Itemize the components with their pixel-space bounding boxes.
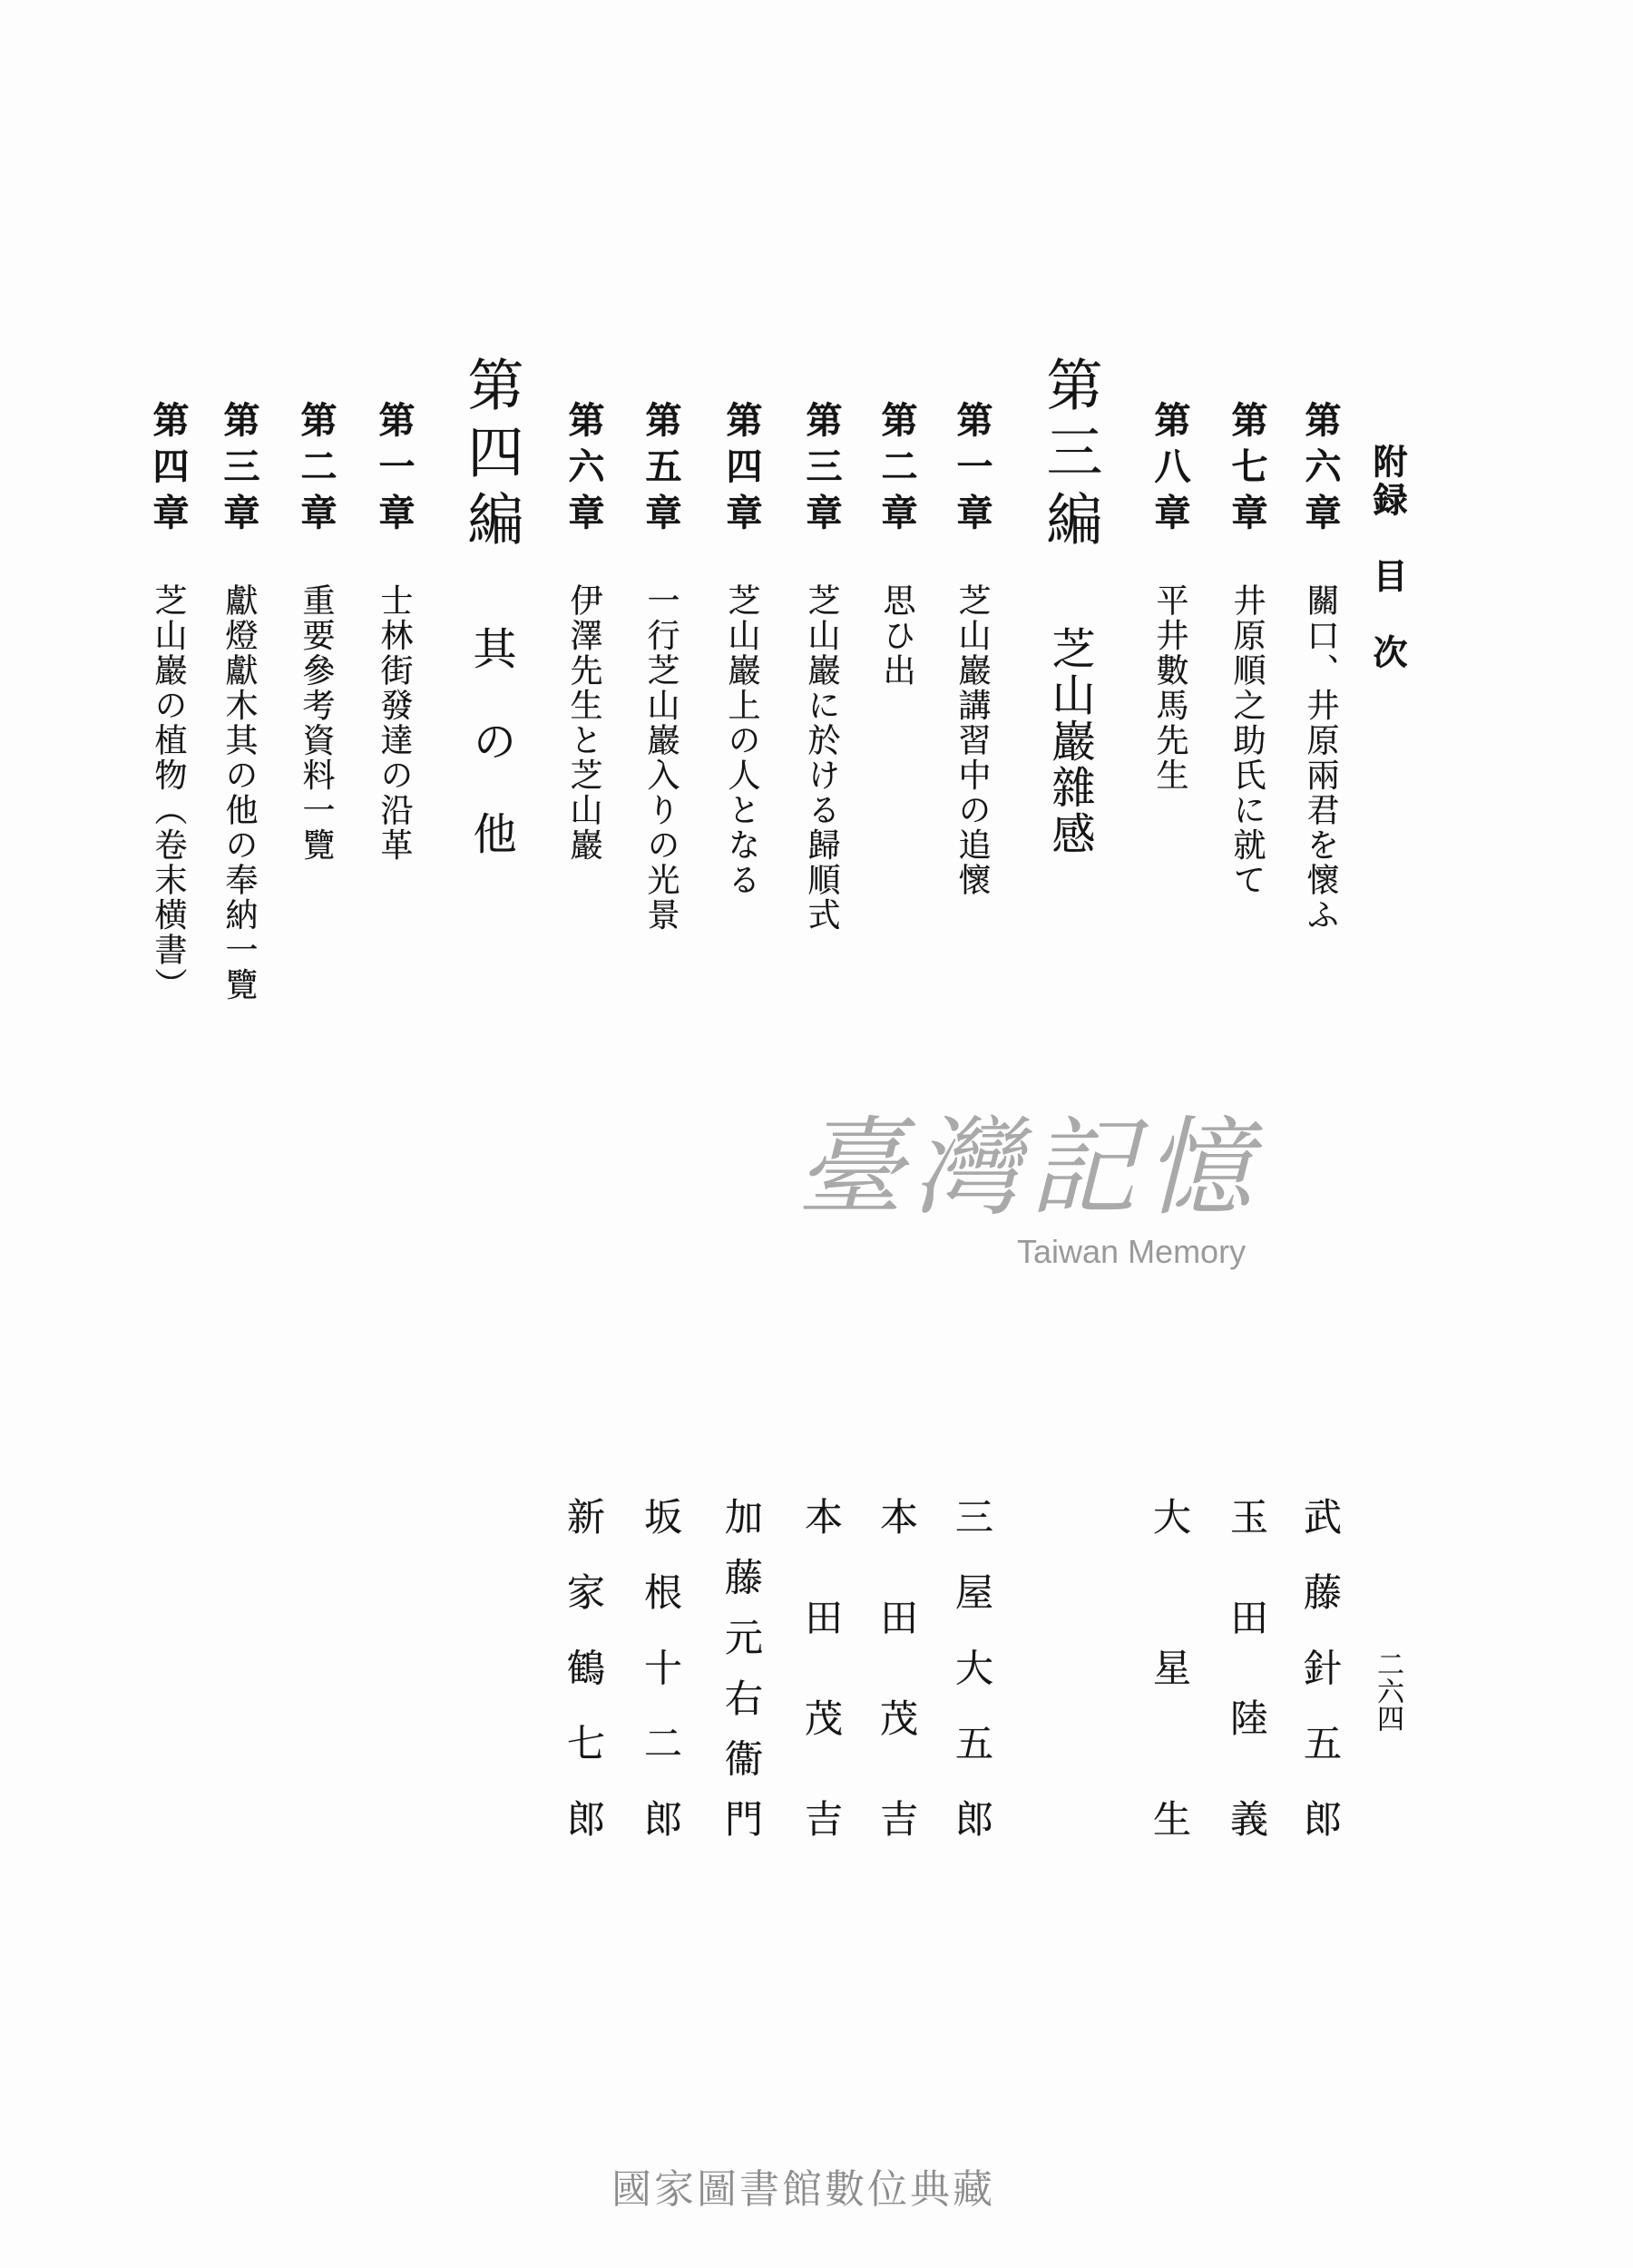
taiwan-memory-watermark: 臺灣記憶	[797, 1105, 1262, 1230]
chapter-author: 坂根十二郎	[639, 1497, 683, 1837]
toc-heading: 附録 目 次	[1367, 444, 1408, 672]
chapter-author: 本田茂吉	[799, 1497, 844, 1837]
chapter-label: 第一章	[373, 401, 416, 530]
chapter-author: 本田茂吉	[875, 1497, 919, 1837]
chapter-label: 第五章	[640, 401, 682, 530]
chapter-label: 第三章	[800, 401, 843, 530]
chapter-title: 一行芝山巖入りの光景	[642, 583, 680, 933]
part-label: 第三編	[1037, 356, 1103, 546]
chapter-label: 第二章	[875, 401, 918, 530]
chapter-title: 思ひ出	[878, 583, 915, 689]
part-title: 其の他	[465, 626, 516, 855]
chapter-author: 加藤元右衞門	[719, 1497, 764, 1837]
chapter-title: 獻燈獻木其の他の奉納一覽	[220, 583, 258, 1002]
chapter-label: 第六章	[562, 401, 605, 530]
chapter-label: 第一章	[951, 401, 993, 530]
chapter-title: 芝山巖の植物（卷末横書）	[150, 583, 187, 1002]
chapter-author: 武藤針五郎	[1298, 1497, 1343, 1837]
taiwan-memory-watermark-subtext: Taiwan Memory	[1017, 1233, 1247, 1270]
chapter-title: 士林街發達の沿革	[376, 583, 413, 863]
chapter-label: 第七章	[1226, 401, 1268, 530]
chapter-label: 第二章	[295, 401, 337, 530]
chapter-author: 大星生	[1148, 1497, 1192, 1837]
library-collection-footer: 國家圖書館數位典藏	[611, 2166, 995, 2213]
chapter-author: 三屋大五郎	[950, 1497, 994, 1837]
chapter-author: 新家鶴七郎	[562, 1497, 606, 1837]
chapter-title: 芝山巖上の人となる	[723, 583, 760, 898]
chapter-title: 芝山巖講習中の追懷	[953, 583, 991, 898]
chapter-label: 第四章	[147, 401, 190, 530]
chapter-label: 第三章	[218, 401, 260, 530]
chapter-title: 重要參考資料一覽	[298, 583, 335, 863]
chapter-title: 井原順之助氏に就て	[1228, 583, 1266, 898]
part-label: 第四編	[458, 356, 524, 546]
chapter-title: 平井數馬先生	[1151, 583, 1188, 793]
chapter-label: 第八章	[1149, 401, 1191, 530]
chapter-title: 關口、井原兩君を懷ふ	[1302, 583, 1339, 933]
chapter-label: 第四章	[720, 401, 763, 530]
chapter-label: 第六章	[1299, 401, 1342, 530]
chapter-title: 伊澤先生と芝山巖	[565, 583, 602, 863]
page-number: 二六四	[1372, 1650, 1403, 1732]
part-title: 芝山巖雜感	[1044, 626, 1095, 855]
chapter-author: 玉田陸義	[1225, 1497, 1269, 1837]
chapter-title: 芝山巖に於ける歸順式	[803, 583, 840, 933]
